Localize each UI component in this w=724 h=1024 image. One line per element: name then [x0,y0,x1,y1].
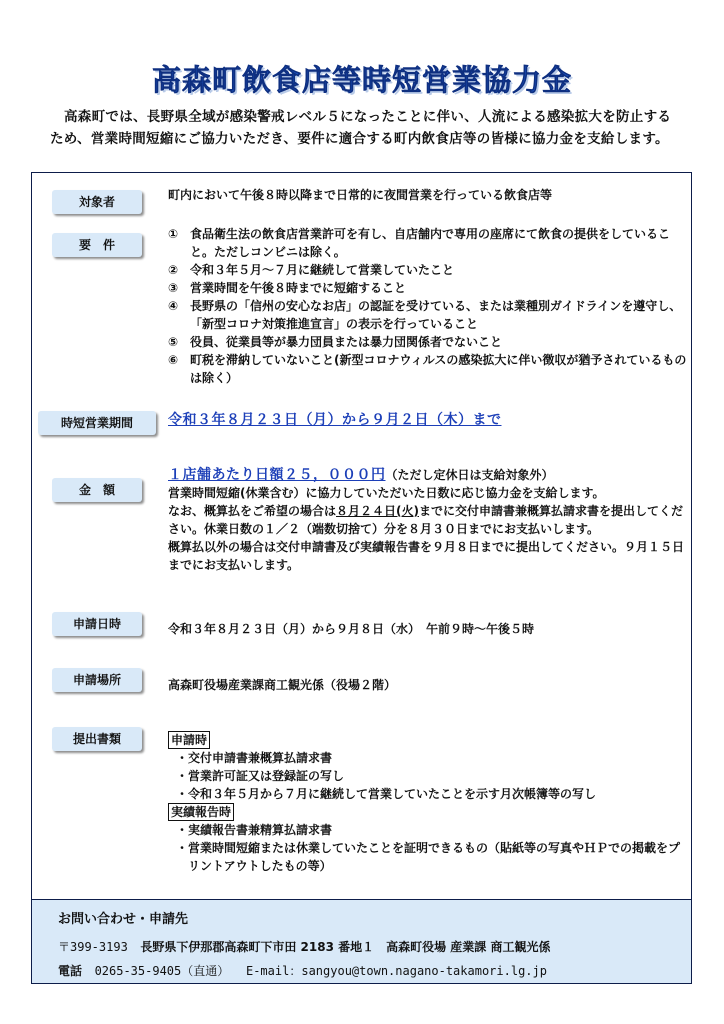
period-value: 令和３年８月２３日（月）から９月２日（木）まで [168,412,502,428]
contact-phone-email: 電話 0265-35-9405（直通） E-mail：sangyou@town.nagano-takamori.lg.jp [58,964,547,978]
contact-address: 〒399-3193 長野県下伊那郡高森町下市田 2183 番地１ 高森町役場 産業課 商工観光係 [58,940,551,954]
document-item: ・ 令和３年５月から７月に継続して営業していたことを示す月次帳簿等の写し [176,787,597,801]
amount-main: １店舗あたり日額２５，０００円 [168,467,386,483]
requirement-item: ② 令和３年５月～７月に継続して営業していたこと [168,263,455,277]
requirement-item: ④ 長野県の「信州の安心なお店」の認証を受けている、または業種別ガイドラインを遵守し、「新型コロナ対策推進宣言」の表示を行っていること [168,299,682,331]
requirement-item: ① 食品衛生法の飲食店営業許可を有し、自店舗内で専用の座席にて飲食の提供をしていること。ただしコンビニは除く。 [168,227,671,259]
amount-p2: なお、概算払をご希望の場合は８月２４日(火)までに交付申請書兼概算払請求書を提出してください。休業日数の１／２（端数切捨て）分を８月３０日までにお支払いします。 [168,504,684,536]
document-item: ・ 営業許可証又は登録証の写し [176,769,345,783]
contact-box [31,900,692,984]
documents-list [168,731,688,875]
requirement-item: ③ 営業時間を午後８時までに短縮すること [168,281,407,295]
phone-number: 0265-35-9405（直通） [94,964,230,978]
label-period: 時短営業期間 [38,411,156,435]
label-requirements: 要 件 [52,233,142,257]
label-target: 対象者 [52,190,142,214]
document-item: ・ 実績報告書兼精算払請求書 [176,823,333,837]
documents-group-report: 実績報告時 [168,803,234,821]
email-link[interactable]: sangyou@town.nagano-takamori.lg.jp [301,964,547,978]
intro-paragraph: 高森町では、長野県全域が感染警戒レベル５になったことに伴い、人流による感染拡大を防止するため、営業時間短縮にご協力いただき、要件に適合する町内飲食店等の皆様に協力金を支給します。 [50,109,672,147]
amount-text [168,466,688,574]
amount-note: （ただし定休日は支給対象外） [385,468,554,482]
amount-p3: 概算払以外の場合は交付申請書及び実績報告書を９月８日までに提出してください。９月１５日までにお支払いします。 [168,540,685,572]
postal-code: 〒399-3193 [58,940,128,954]
requirements-list [168,225,688,387]
application-place-text: 高森町役場産業課商工観光係（役場２階） [168,678,397,692]
amount-p1: 営業時間短縮(休業含む）に協力していただいた日数に応じ協力金を支給します。 [168,486,605,500]
label-amount: 金 額 [52,478,142,502]
period-text [168,411,688,429]
requirement-item: ⑥ 町税を滞納していないこと(新型コロナウィルスの感染拡大に伴い徴収が猶予されているものは除く） [168,353,687,385]
label-application-place: 申請場所 [52,668,142,692]
contact-title: お問い合わせ・申請先 [58,912,189,927]
document-item: ・ 交付申請書兼概算払請求書 [176,751,333,765]
documents-group-application: 申請時 [168,731,210,749]
application-date-text: 令和３年８月２３日（月）から９月８日（水） 午前９時～午後５時 [168,622,535,636]
label-documents: 提出書類 [52,727,142,751]
requirement-item: ⑤ 役員、従業員等が暴力団員または暴力団関係者でないこと [168,335,503,349]
label-application-date: 申請日時 [52,612,142,636]
page-title: 高森町飲食店等時短営業協力金 [151,63,572,97]
target-text: 町内において午後８時以降まで日常的に夜間営業を行っている飲食店等 [168,188,553,202]
document-item: ・ 営業時間短縮または休業していたことを証明できるもの（貼紙等の写真やＨＰでの掲載をプリントアウトしたもの等） [176,841,681,873]
